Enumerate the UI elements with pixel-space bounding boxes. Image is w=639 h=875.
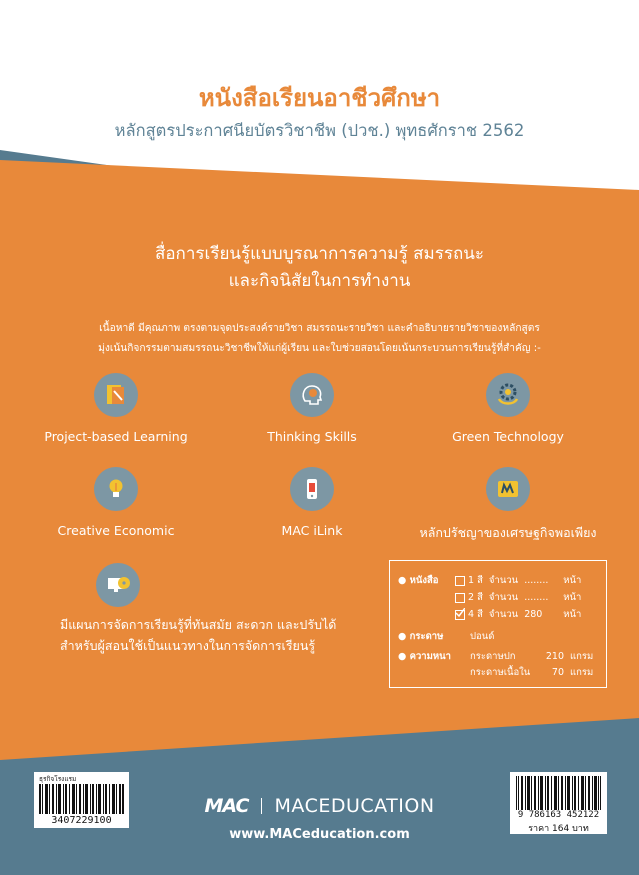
feature-thinking-skills: Thinking Skills xyxy=(212,373,412,444)
spec-cover-row: กระดาษปก 210 แกรม xyxy=(470,651,594,662)
right-barcode-number: 9 786163 452122 xyxy=(517,810,600,820)
sufficiency-economy-icon xyxy=(486,467,530,511)
mac-logo: MAC xyxy=(204,795,249,817)
feature-mac-ilink: MAC iLink xyxy=(212,467,412,538)
spec-paper-label: ● กระดาษ xyxy=(398,631,444,642)
lightbulb-icon xyxy=(94,467,138,511)
description-line-2: มุ่งเน้นกิจกรรมตามสมรรถนะวิชาชีพให้แก่ผู้เรียน และใบช่วยสอนโดยเน้นกระบวนการเรียนรู้ที่สำคัญ :- xyxy=(98,343,541,354)
brand-divider xyxy=(261,798,262,814)
left-barcode-number: 3407229100 xyxy=(51,815,112,826)
phone-link-icon xyxy=(290,467,334,511)
feature-sufficiency-economy: หลักปรัชญาของเศรษฐกิจพอเพียง xyxy=(408,467,608,543)
brain-head-icon xyxy=(290,373,334,417)
headline-line-2: และกิจนิสัยในการทำงาน xyxy=(228,271,411,291)
cover-title: หนังสือเรียนอาชีวศึกษา xyxy=(198,84,441,112)
left-barcode-caption: ธุรกิจโรงแรม xyxy=(39,775,77,783)
plan-line-2: สำหรับผู้สอนใช้เป็นแนวทางในการจัดการเรียนรู้ xyxy=(60,638,316,653)
plan-line-1: มีแผนการจัดการเรียนรู้ที่ทันสมัย สะดวก และปรับได้ xyxy=(60,617,337,632)
spec-option-1: 1 สี จำนวน ........ หน้า xyxy=(455,573,581,588)
spec-option-2: 2 สี จำนวน ........ หน้า xyxy=(455,590,581,605)
spec-thickness-label: ● ความหนา xyxy=(398,651,451,662)
checkbox-2 xyxy=(455,593,465,603)
spec-inner-row: กระดาษเนื้อใน 70 แกรม xyxy=(470,667,594,678)
checkbox-1 xyxy=(455,576,465,586)
computer-disc-icon xyxy=(96,563,140,607)
description-line-1: เนื้อหาดี มีคุณภาพ ตรงตามจุดประสงค์รายวิชา สมรรถนะรายวิชา และคำอธิบายรายวิชาของหลักสูตร xyxy=(99,323,540,334)
feature-creative-economic: Creative Economic xyxy=(16,467,216,538)
spec-option-3: 4 สี จำนวน 280 หน้า xyxy=(455,607,581,622)
publisher-website: www.MACeducation.com xyxy=(229,827,410,842)
publisher-brand xyxy=(0,795,639,817)
spec-book-label: ● หนังสือ xyxy=(398,575,439,586)
feature-green-technology: Green Technology xyxy=(408,373,608,444)
right-barcode-price: ราคา 164 บาท xyxy=(528,824,589,834)
print-specs-box xyxy=(389,560,607,688)
project-book-icon xyxy=(94,373,138,417)
checkbox-3-checked xyxy=(455,610,465,620)
plan-icon-wrap xyxy=(96,563,140,607)
feature-project-based-learning: Project-based Learning xyxy=(16,373,216,444)
green-gear-icon xyxy=(486,373,530,417)
headline-line-1: สื่อการเรียนรู้แบบบูรณาการความรู้ สมรรถนะ xyxy=(154,244,485,264)
spec-paper-value: ปอนด์ xyxy=(470,631,495,642)
brand-name: MACEDUCATION xyxy=(274,795,435,817)
cover-subtitle: หลักสูตรประกาศนียบัตรวิชาชีพ (ปวช.) พุทธศักราช 2562 xyxy=(114,121,525,140)
